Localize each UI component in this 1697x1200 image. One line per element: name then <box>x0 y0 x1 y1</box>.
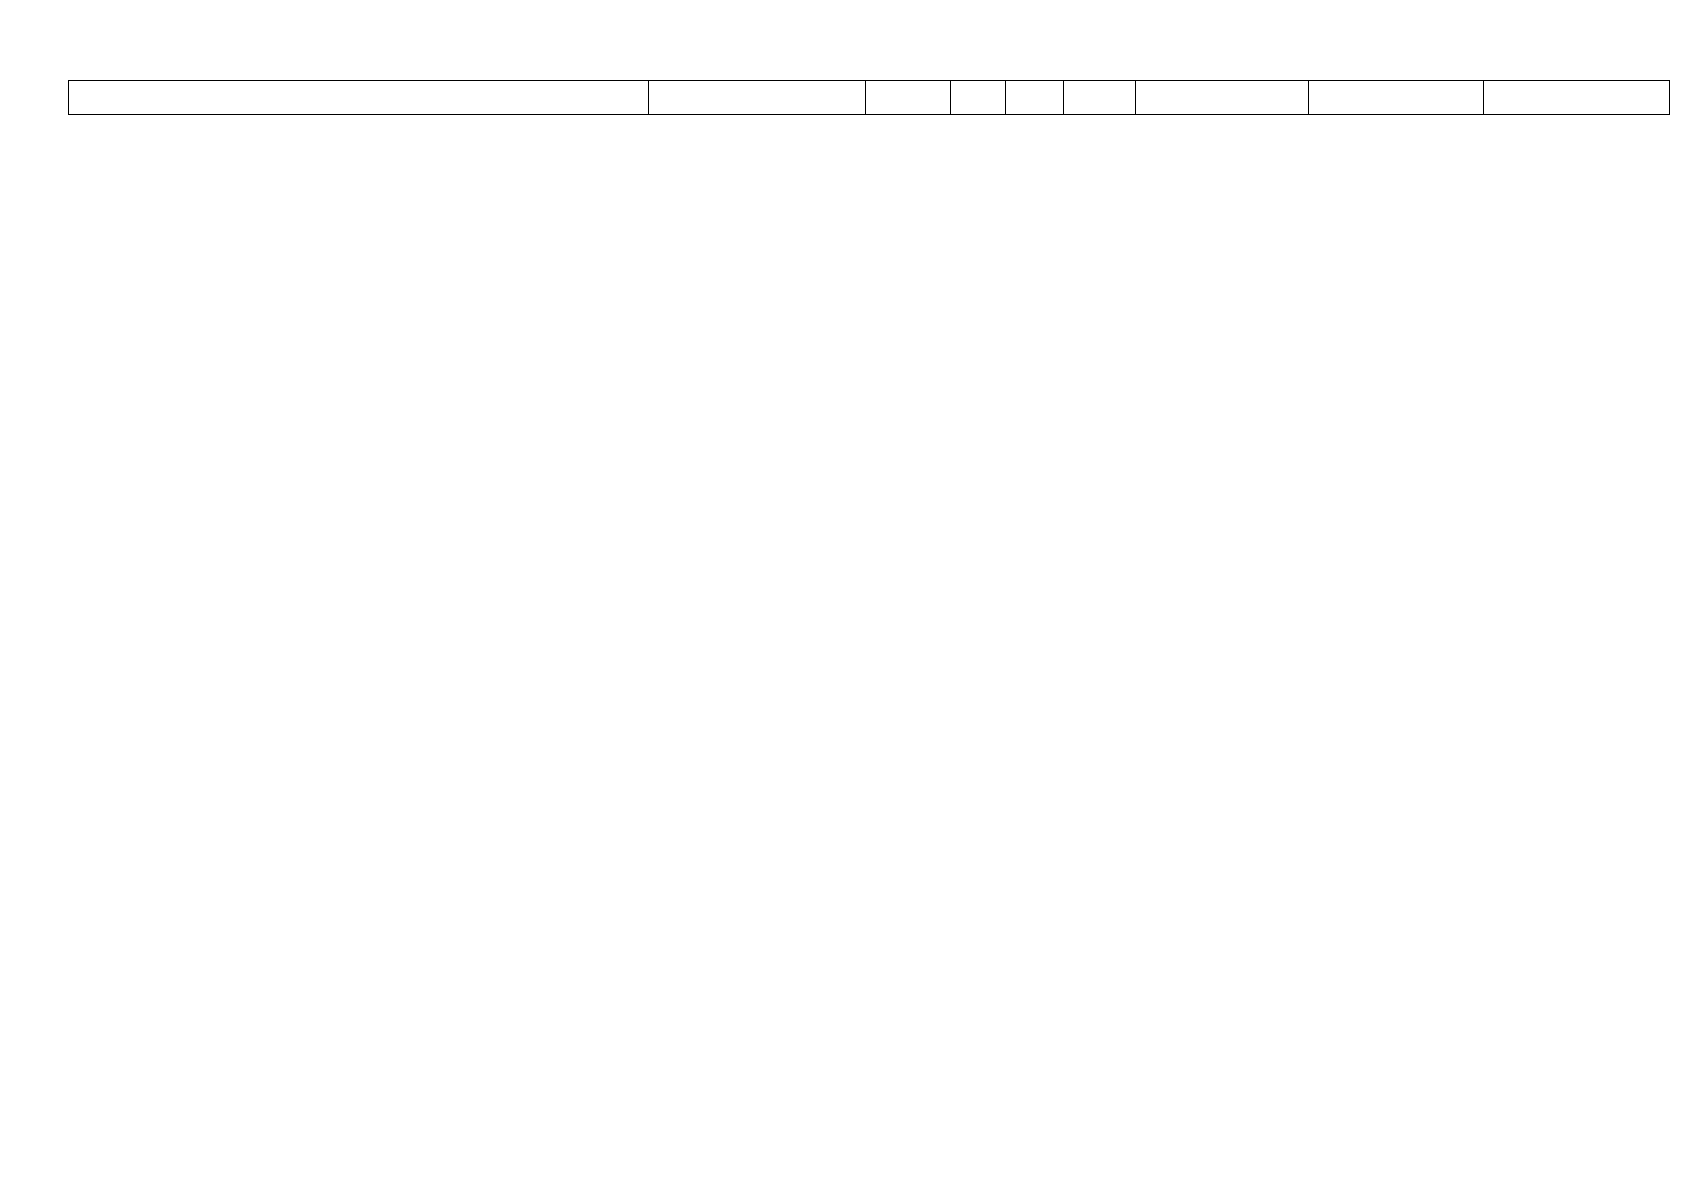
table-header <box>68 80 1670 115</box>
header-vr <box>1063 81 1135 114</box>
header-ved <box>865 81 950 114</box>
header-2024 <box>1135 81 1309 114</box>
header-2026 <box>1483 81 1669 114</box>
header-name <box>69 81 648 114</box>
header-pr <box>1005 81 1063 114</box>
header-rz <box>950 81 1005 114</box>
header-csr <box>648 81 865 114</box>
header-2025 <box>1308 81 1483 114</box>
